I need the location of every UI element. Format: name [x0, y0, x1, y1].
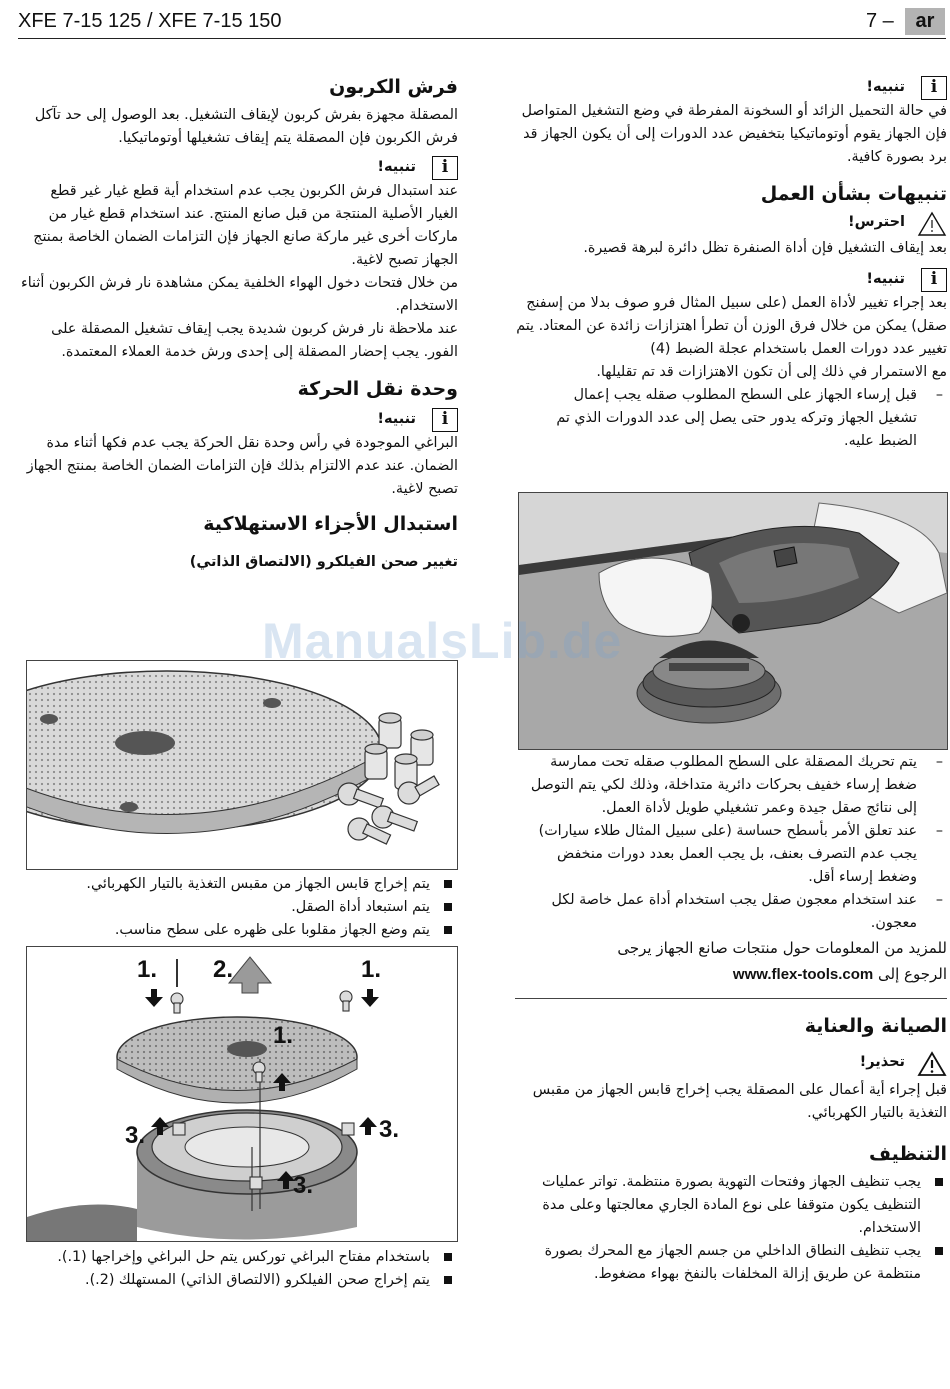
more-info-text: للمزيد من المعلومات حول منتجات صانع الجهاز يرجى: [617, 939, 947, 957]
caution-triangle-icon: [917, 211, 947, 237]
list-item: – قبل إرساء الجهاز على السطح المطلوب صقله يجب إعمال تشغيل الجهاز وتركه يدور حتى يصل إلى عدد الدورات الذي تم الضبط عليه.: [515, 384, 947, 453]
polisher-illustration: [519, 493, 947, 749]
wear-parts-heading: استبدال الأجزاء الاستهلاكية: [203, 513, 458, 535]
list-item: – يتم تحريك المصقلة على السطح المطلوب صقله تحت ممارسة ضغط إرساء خفيف بحركات دائرية متداخلة، وذلك لكي يتم التوصل إلى نتائج صقل جيدة وعمر تشغيلي طويل لأداة العمل.: [515, 751, 947, 820]
list-item: باستخدام مفتاح البراغي توركس يتم حل البراغي وإخراجها (1.).: [18, 1246, 456, 1269]
overheat-text: في حالة التحميل الزائد أو السخونة المفرطة في وضع التشغيل المتواصل فإن الجهاز يقوم أوتوماتيكيا بتخفيض عدد الدورات إلى أن يكون الجهاز قد برد بصورة كافية.: [521, 103, 947, 165]
note-label: تنبيه!: [866, 79, 905, 95]
carbon-spark-text: عند ملاحظة نار فرش كربون شديدة يجب إيقاف تشغيل المصقلة على الفور. يجب إحضار المصقلة إلى إحدى ورش خدمة العملاء المعتمدة.: [51, 321, 458, 360]
info-icon: i: [921, 76, 947, 100]
note-label: تنبيه!: [377, 411, 416, 427]
disassembly-figure: [26, 946, 458, 1242]
velcro-pad-illustration: [27, 661, 457, 869]
language-badge: ar: [905, 8, 945, 35]
work-notes-heading: تنبيهات بشأن العمل: [760, 183, 947, 205]
watermark: ManualsLib.de: [262, 613, 623, 669]
disassembly-illustration: [27, 947, 457, 1241]
caution-label: احترس!: [848, 214, 905, 230]
cleaning-heading: التنظيف: [868, 1143, 947, 1165]
carbon-air-text: من خلال فتحات دخول الهواء الخلفية يمكن مشاهدة نار فرش الكربون أثناء الاستخدام.: [20, 275, 458, 314]
list-item: يجب تنظيف الجهاز وفتحات التهوية بصورة منتظمة. تواتر عمليات التنظيف يكون متوقفا على نوع المادة الجاري معالجتها وعلى مدة الاستخدام.: [515, 1171, 947, 1240]
page-header: [0, 0, 950, 42]
list-item: – عند تعلق الأمر بأسطح حساسة (على سبيل المثال طلاء سيارات) يجب عدم التصرف بعنف، بل يجب العمل بعدد دورات منخفض وضغط إرساء أقل.: [515, 820, 947, 889]
work-note: [515, 268, 947, 292]
section-divider: [515, 998, 947, 999]
more-info-link-line: [515, 961, 947, 988]
disassembly-step-list: [18, 1246, 456, 1292]
carbon-brushes-text: المصقلة مجهزة بفرش كربون لإيقاف التشغيل. بعد الوصول إلى حد تآكل فرش الكربون فإن المصقلة يتم إيقاف تشغيلها أوتوماتيكيا.: [34, 107, 458, 146]
note-label: تنبيه!: [377, 159, 416, 175]
caution-note: [515, 211, 947, 237]
work-dash-list-2: [515, 751, 947, 935]
figure-step-label: 1.: [273, 1022, 294, 1049]
polisher-photo: [518, 492, 948, 750]
gear-heading: وحدة نقل الحركة: [297, 378, 458, 400]
list-item: يتم إخراج صحن الفيلكرو (الالتصاق الذاتي) المستهلك (2.).: [18, 1269, 456, 1292]
warning-note: [515, 1051, 947, 1079]
carbon-note-text: عند استبدال فرش الكربون يجب عدم استخدام أية قطع غيار غير قطع الغيار الأصلية المنتجة من قبل صانع المنتج. عند استخدام قطع غيار من ماركات أخرى غير ماركة صانع الجهاز فإن التزامات الضمان الخاصة بمنتج الجهاز تصبح لاغية.: [33, 183, 458, 268]
model-title: XFE 7-15 125 / XFE 7-15 150: [18, 10, 282, 32]
flex-tools-link[interactable]: www.flex-tools.com: [732, 966, 874, 983]
velcro-pad-figure: [26, 660, 458, 870]
figure-step-label: 1.: [361, 956, 382, 983]
disassembly-steps: [18, 1246, 456, 1292]
info-icon: i: [432, 408, 458, 432]
work-continue-text: مع الاستمرار في ذلك إلى أن تكون الاهتزازات قد تم تقليلها.: [596, 364, 947, 380]
list-item: يتم استبعاد أداة الصقل.: [18, 896, 456, 919]
carbon-note: [18, 156, 458, 180]
warning-text: قبل إجراء أية أعمال على المصقلة يجب إخراج قابس الجهاز من مقبس التغذية بالتيار الكهربائي.: [532, 1082, 947, 1121]
warning-triangle-icon: [917, 1051, 947, 1077]
page-number: 7 –: [866, 10, 894, 32]
list-item: يتم إخراج قابس الجهاز من مقبس التغذية بالتيار الكهربائي.: [18, 873, 456, 896]
gear-note-text: البراغي الموجودة في رأس وحدة نقل الحركة يجب عدم فكها أثناء مدة الضمان. عند عدم الالتزام بذلك فإن التزامات الضمان الخاصة بمنتج الجهاز تصبح لاغية.: [26, 435, 458, 497]
cleaning-list: [515, 1171, 947, 1286]
info-icon: i: [432, 156, 458, 180]
velcro-step-list: [18, 873, 456, 942]
info-icon: i: [921, 268, 947, 292]
list-item: – عند استخدام معجون صقل يجب استخدام أداة عمل خاصة لكل معجون.: [515, 889, 947, 935]
warning-label: تحذير!: [859, 1054, 905, 1070]
gear-note: [18, 408, 458, 432]
header-rule: [18, 38, 946, 39]
right-column: [515, 76, 947, 453]
list-item: يتم وضع الجهاز مقلوبا على ظهره على سطح مناسب.: [18, 919, 456, 942]
list-item: يجب تنظيف النطاق الداخلي من جسم الجهاز مع المحرك بصورة منتظمة عن طريق إزالة المخلفات بالنفخ بهواء مضغوط.: [515, 1240, 947, 1286]
work-note-text: بعد إجراء تغيير لأداة العمل (على سبيل المثال فرو صوف بدلا من إسفنج صقل) يمكن من خلال فرق الوزن أن تطرأ اهتزازات زائدة عن المعتاد. يتم تغيير عدد دورات العمل باستخدام عجلة الضبط (4): [516, 295, 947, 357]
velcro-steps: [18, 873, 456, 942]
velcro-subtitle: تغيير صحن الفيلكرو (الالتصاق الذاتي): [189, 554, 458, 570]
more-info-prefix: الرجوع إلى: [878, 965, 947, 983]
figure-step-label: 3.: [379, 1116, 400, 1143]
right-column-lower: [515, 751, 947, 1286]
overheat-note: [515, 76, 947, 100]
figure-step-label: 3.: [125, 1122, 146, 1149]
figure-step-label: 3.: [293, 1172, 314, 1199]
figure-step-label: 2.: [213, 956, 234, 983]
figure-step-label: 1.: [137, 956, 158, 983]
carbon-brushes-heading: فرش الكربون: [329, 76, 458, 98]
caution-text: بعد إيقاف التشغيل فإن أداة الصنفرة تظل دائرة لبرهة قصيرة.: [583, 240, 947, 256]
left-column: [18, 76, 458, 573]
work-dash-list-1: [515, 384, 947, 453]
maintenance-heading: الصيانة والعناية: [804, 1015, 947, 1037]
note-label: تنبيه!: [866, 271, 905, 287]
